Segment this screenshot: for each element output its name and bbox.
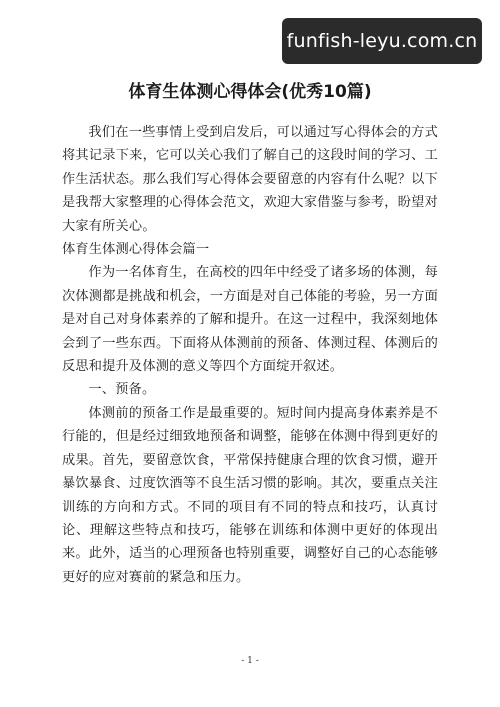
site-watermark: funfish-leyu.com.cn — [282, 18, 482, 64]
body-paragraph-2: 体测前的预备工作是最重要的。短时间内提高身体素养是不行能的，但是经过细致地预备和调整，能够在体测中得到更好的成果。首先，要留意饮食，平常保持健康合理的饮食习惯，避开暴饮暴食、过度饮酒等不良生活习惯的影响。其次，要重点关注训练的方向和方式。不同的项目有不同的特点和技巧，认真讨论、理解这些特点和技巧，能够在训练和体测中更好的体现出来。此外，适当的心理预备也特别重要，调整好自己的心态能够更好的应对赛前的紧急和压力。 — [62, 405, 438, 585]
intro-paragraph: 我们在一些事情上受到启发后，可以通过写心得体会的方式将其记录下来，它可以关心我们了解自己的这段时间的学习、工作生活状态。那么我们写心得体会要留意的内容有什么呢？以下是我帮大家整理的心得体会范文，欢迎大家借鉴与参考，盼望对大家有所关心。 — [62, 125, 438, 234]
body-paragraph-1: 作为一名体育生，在高校的四年中经受了诸多场的体测，每次体测都是挑战和机会，一方面是对自己体能的考验，另一方面是对自己对身体素养的了解和提升。在这一过程中，我深刻地体会到了一些东西。下面将从体测前的预备、体测过程、体测后的反思和提升及体测的意义等四个方面绽开叙述。 — [62, 265, 438, 375]
page-title: 体育生体测心得体会(优秀10篇) — [128, 82, 372, 102]
section-heading-preparation: 一、预备。 — [88, 382, 156, 398]
page-number: - 1 - — [241, 656, 259, 666]
document-body — [62, 121, 438, 589]
essay-heading: 体育生体测心得体会篇一 — [62, 242, 210, 258]
